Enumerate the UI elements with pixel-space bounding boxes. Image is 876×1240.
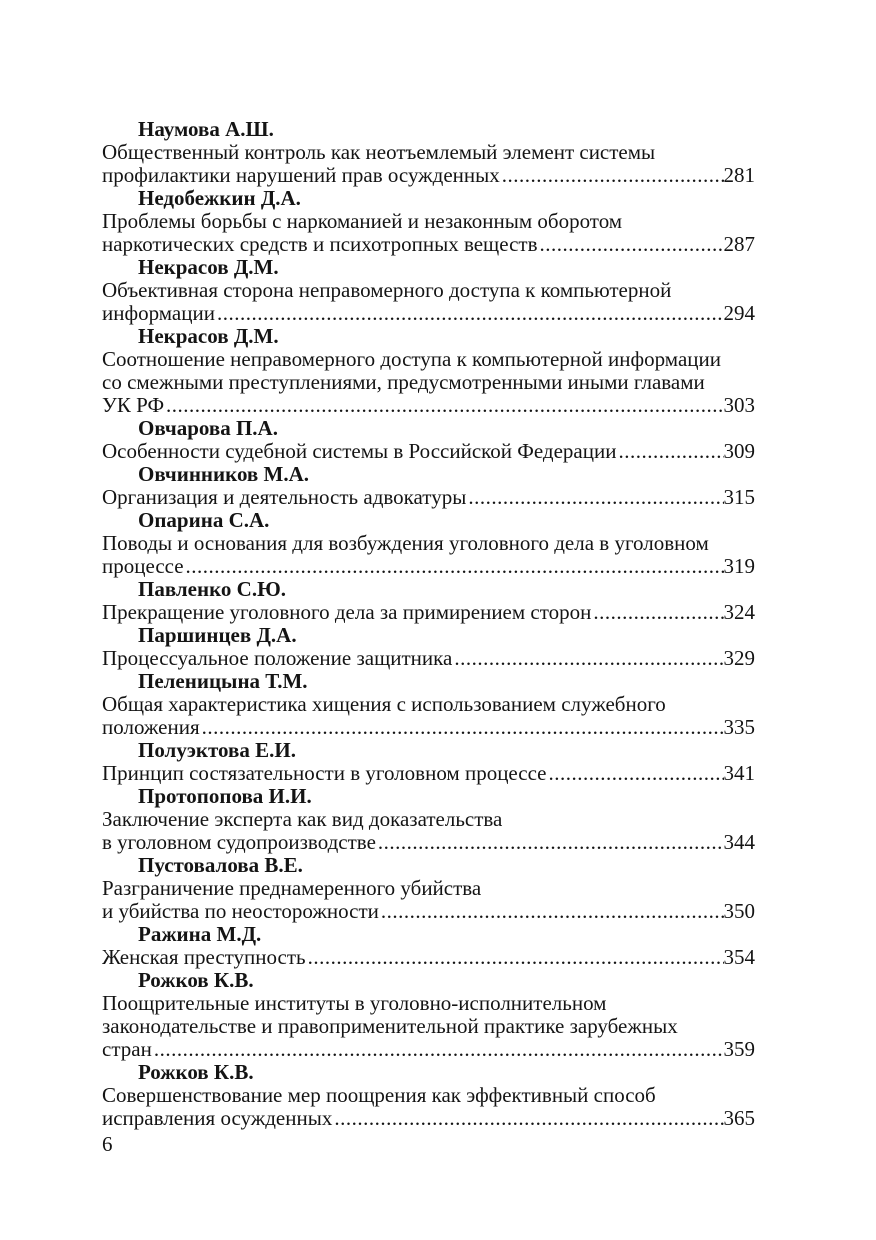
toc-entry-title-line xyxy=(102,900,755,923)
toc-entry xyxy=(102,624,755,670)
toc-entry-title-line xyxy=(102,601,755,624)
dot-leader xyxy=(184,555,724,578)
toc-entry-title-text: в уголовном судопроизводстве xyxy=(102,830,376,854)
toc-entry-page-number: 324 xyxy=(723,600,755,624)
toc-entry-author: Овчарова П.А. xyxy=(138,416,278,440)
toc-entry-title-text: профилактики нарушений прав осужденных xyxy=(102,163,500,187)
dot-leader xyxy=(332,1107,723,1130)
toc-entry xyxy=(102,463,755,509)
toc-entry xyxy=(102,1061,755,1130)
toc-entry-title-line: законодательстве и правоприменительной практике зарубежных xyxy=(102,1014,678,1038)
toc-entry-title-line: Разграничение преднамеренного убийства xyxy=(102,876,482,900)
toc-entry-author: Опарина С.А. xyxy=(138,508,270,532)
toc-entry-author: Недобежкин Д.А. xyxy=(138,186,301,210)
toc-entry-title-line xyxy=(102,394,755,417)
toc-entry xyxy=(102,256,755,325)
toc-entry-page-number: 319 xyxy=(723,554,755,578)
toc-entry-title-text: наркотических средств и психотропных веществ xyxy=(102,232,538,256)
toc-entry-title-text: УК РФ xyxy=(102,393,165,417)
toc-entry-author: Павленко С.Ю. xyxy=(138,577,286,601)
toc-entry-title-line: Заключение эксперта как вид доказательства xyxy=(102,807,503,831)
toc-entry-title-line xyxy=(102,164,755,187)
toc-entry-title-line xyxy=(102,946,755,969)
toc-entry-page-number: 341 xyxy=(723,761,755,785)
toc-entry-page-number: 354 xyxy=(723,945,755,969)
toc-entry-title-text: Процессуальное положение защитника xyxy=(102,646,453,670)
toc-entry-page-number: 329 xyxy=(723,646,755,670)
toc-entry-title-line xyxy=(102,233,755,256)
toc-entry-title-line: Проблемы борьбы с наркоманией и незаконным оборотом xyxy=(102,209,623,233)
toc-entry-title-line xyxy=(102,302,755,325)
toc-entry-title-line xyxy=(102,440,755,463)
dot-leader xyxy=(200,716,724,739)
toc-entry-title-text: Женская преступность xyxy=(102,945,306,969)
toc-list xyxy=(102,118,755,1130)
toc-entry-author: Паршинцев Д.А. xyxy=(138,623,297,647)
toc-entry-title-text: положения xyxy=(102,715,200,739)
toc-entry-author: Рожков К.В. xyxy=(138,1060,254,1084)
toc-entry xyxy=(102,785,755,854)
toc-entry-title-text: Организация и деятельность адвокатуры xyxy=(102,485,467,509)
toc-entry-page-number: 303 xyxy=(723,393,755,417)
toc-entry-page-number: 281 xyxy=(723,163,755,187)
toc-entry xyxy=(102,670,755,739)
toc-entry-page-number: 365 xyxy=(723,1106,755,1130)
dot-leader xyxy=(379,900,724,923)
toc-entry-title-line: Поощрительные институты в уголовно-исполнительном xyxy=(102,991,607,1015)
toc-entry xyxy=(102,969,755,1061)
toc-entry-title-text: Особенности судебной системы в Российской Федерации xyxy=(102,439,617,463)
dot-leader xyxy=(500,164,724,187)
dot-leader xyxy=(466,486,723,509)
toc-entry-title-line: Общая характеристика хищения с использованием служебного xyxy=(102,692,666,716)
toc-entry-page-number: 344 xyxy=(723,830,755,854)
dot-leader xyxy=(376,831,724,854)
toc-entry-page-number: 350 xyxy=(723,899,755,923)
toc-entry-page-number: 315 xyxy=(723,485,755,509)
toc-entry-author: Пустовалова В.Е. xyxy=(138,853,303,877)
toc-entry-author: Овчинников М.А. xyxy=(138,462,309,486)
dot-leader xyxy=(152,1038,724,1061)
dot-leader xyxy=(164,394,723,417)
toc-entry-author: Протопопова И.И. xyxy=(138,784,312,808)
toc-entry xyxy=(102,854,755,923)
toc-entry-title-text: Принцип состязательности в уголовном процессе xyxy=(102,761,547,785)
dot-leader xyxy=(591,601,723,624)
toc-entry-title-line xyxy=(102,716,755,739)
toc-entry-title-text: информации xyxy=(102,301,215,325)
toc-entry-title-line: Объективная сторона неправомерного доступа к компьютерной xyxy=(102,278,672,302)
toc-entry-author: Пеленицына Т.М. xyxy=(138,669,308,693)
toc-entry-author: Некрасов Д.М. xyxy=(138,255,279,279)
toc-entry-title-text: и убийства по неосторожности xyxy=(102,899,379,923)
toc-entry-author: Ражина М.Д. xyxy=(138,922,262,946)
toc-entry-title-line: Совершенствование мер поощрения как эффективный способ xyxy=(102,1083,656,1107)
toc-entry-title-line xyxy=(102,762,755,785)
toc-entry-title-text: исправления осужденных xyxy=(102,1106,333,1130)
toc-entry-author: Рожков К.В. xyxy=(138,968,254,992)
toc-entry-title-line xyxy=(102,1038,755,1061)
toc-entry-page-number: 287 xyxy=(723,232,755,256)
dot-leader xyxy=(306,946,724,969)
toc-entry-title-line: Общественный контроль как неотъемлемый элемент системы xyxy=(102,140,656,164)
toc-entry xyxy=(102,578,755,624)
toc-entry-title-line xyxy=(102,555,755,578)
toc-entry-title-text: процессе xyxy=(102,554,184,578)
toc-entry-author: Наумова А.Ш. xyxy=(138,117,274,141)
toc-entry xyxy=(102,325,755,417)
toc-entry-page-number: 294 xyxy=(723,301,755,325)
toc-entry-title-line xyxy=(102,831,755,854)
dot-leader xyxy=(547,762,724,785)
toc-entry-title-text: стран xyxy=(102,1037,152,1061)
footer-page-number: 6 xyxy=(102,1132,113,1156)
toc-entry-title-line xyxy=(102,1107,755,1130)
toc-entry xyxy=(102,509,755,578)
toc-entry xyxy=(102,923,755,969)
dot-leader xyxy=(616,440,723,463)
toc-entry-page-number: 309 xyxy=(723,439,755,463)
toc-entry xyxy=(102,417,755,463)
dot-leader xyxy=(452,647,723,670)
toc-entry-title-line: со смежными преступлениями, предусмотренными иными главами xyxy=(102,370,705,394)
toc-entry-page-number: 335 xyxy=(723,715,755,739)
toc-entry xyxy=(102,118,755,187)
dot-leader xyxy=(537,233,723,256)
toc-entry-author: Некрасов Д.М. xyxy=(138,324,279,348)
toc-entry-title-line xyxy=(102,647,755,670)
toc-entry-title-line: Соотношение неправомерного доступа к компьютерной информации xyxy=(102,347,721,371)
toc-entry-title-line: Поводы и основания для возбуждения уголовного дела в уголовном xyxy=(102,531,709,555)
toc-entry xyxy=(102,187,755,256)
dot-leader xyxy=(215,302,724,325)
toc-entry-page-number: 359 xyxy=(723,1037,755,1061)
toc-entry-author: Полуэктова Е.И. xyxy=(138,738,296,762)
toc-entry-title-line xyxy=(102,486,755,509)
toc-entry-title-text: Прекращение уголовного дела за примирением сторон xyxy=(102,600,592,624)
toc-entry xyxy=(102,739,755,785)
